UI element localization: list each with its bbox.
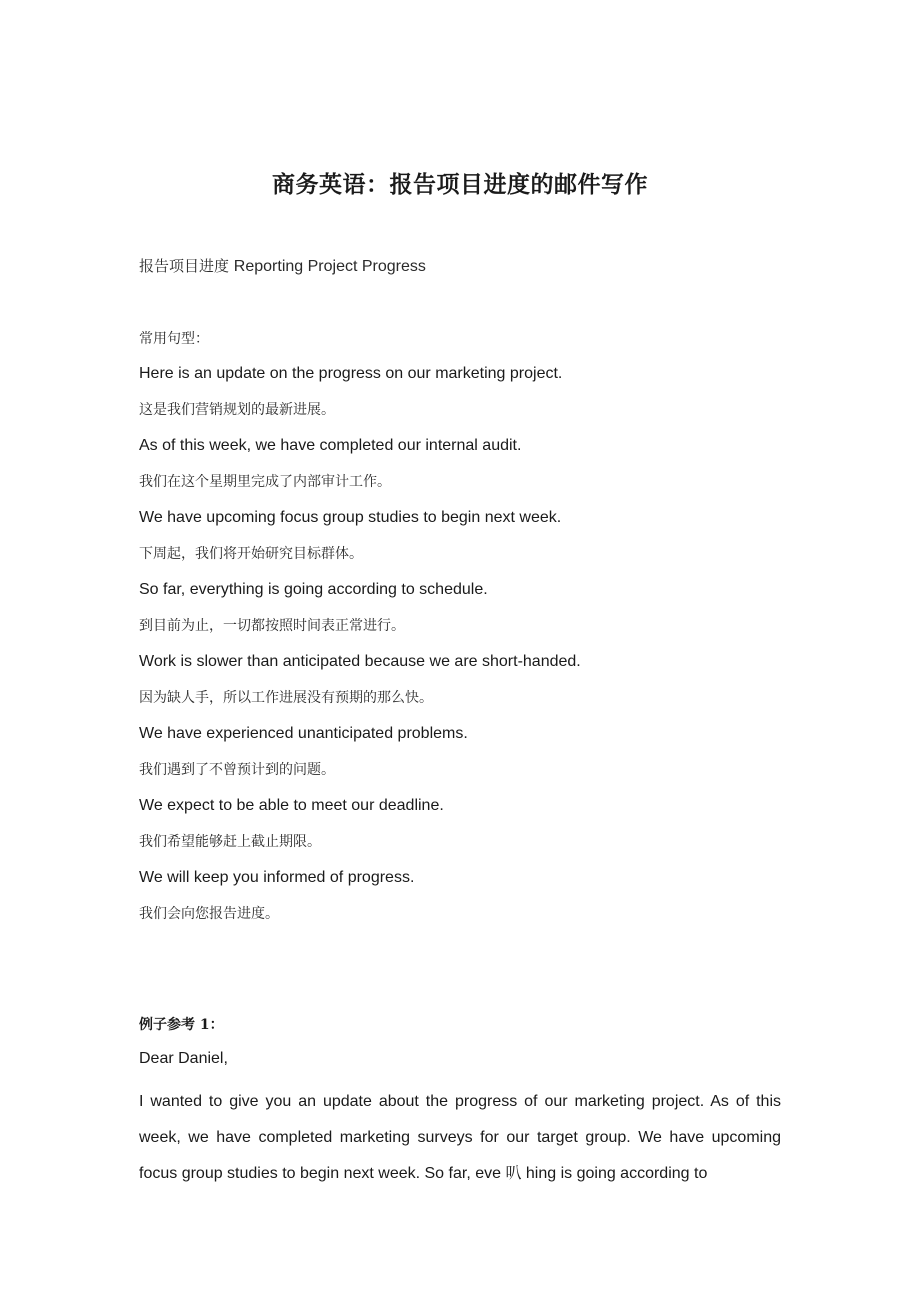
letter-salutation: Dear Daniel, (139, 1050, 228, 1067)
phrase-chinese: 下周起，我们将开始研究目标群体。 (139, 546, 363, 562)
phrase-chinese: 因为缺人手，所以工作进展没有预期的那么快。 (139, 690, 433, 706)
phrase-item (139, 722, 799, 794)
phrase-item (139, 362, 799, 434)
phrase-item (139, 794, 799, 866)
section-subtitle (139, 255, 426, 276)
phrase-chinese: 我们在这个星期里完成了内部审计工作。 (139, 474, 391, 490)
phrase-item (139, 866, 799, 938)
phrase-chinese: 到目前为止，一切都按照时间表正常进行。 (139, 618, 405, 634)
phrase-english: We have experienced unanticipated problems. (139, 725, 468, 742)
phrase-english: We will keep you informed of progress. (139, 869, 415, 886)
phrase-chinese: 我们希望能够赶上截止期限。 (139, 834, 321, 850)
letter-body: I wanted to give you an update about the progress of our marketing project. As of this week, we have completed marketing surveys for our target group. We have upcoming focus group studies to begin next week. So far, eve 叭 hing is going according to (139, 1093, 781, 1182)
subtitle-english: Reporting Project Progress (233, 258, 426, 275)
phrase-item (139, 650, 799, 722)
phrase-chinese: 这是我们营销规划的最新进展。 (139, 402, 335, 418)
subtitle-chinese: 报告项目进度 (139, 257, 230, 275)
document-title: 商务英语：报告项目进度的邮件写作 (272, 171, 648, 198)
phrase-chinese: 我们会向您报告进度。 (139, 906, 279, 922)
phrase-english: We expect to be able to meet our deadline. (139, 797, 444, 814)
phrase-list (139, 362, 799, 938)
phrase-item (139, 506, 799, 578)
example-heading: 例子参考 1： (139, 1017, 224, 1033)
phrase-english: Here is an update on the progress on our marketing project. (139, 365, 563, 382)
phrase-english: As of this week, we have completed our internal audit. (139, 437, 522, 454)
common-phrases-heading: 常用句型： (139, 331, 209, 347)
phrase-chinese: 我们遇到了不曾预计到的问题。 (139, 762, 335, 778)
phrase-english: So far, everything is going according to schedule. (139, 581, 488, 598)
phrase-english: Work is slower than anticipated because we are short-handed. (139, 653, 581, 670)
phrase-item (139, 578, 799, 650)
phrase-english: We have upcoming focus group studies to begin next week. (139, 509, 562, 526)
phrase-item (139, 434, 799, 506)
